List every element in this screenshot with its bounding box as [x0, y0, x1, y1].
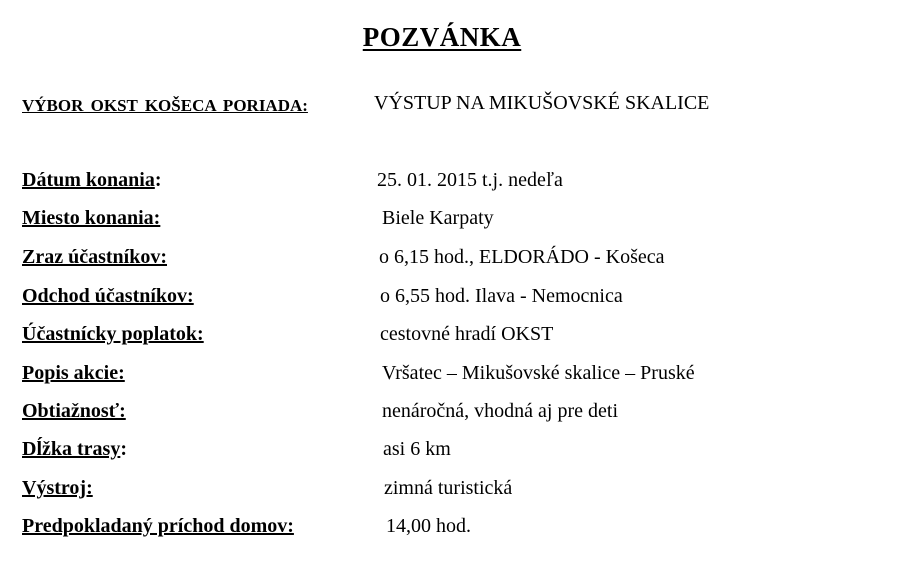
- detail-label-text: Dátum konania: [22, 169, 155, 191]
- detail-label: [22, 400, 126, 423]
- detail-label-text: Obtiažnosť:: [22, 400, 126, 422]
- event-name: VÝSTUP NA MIKUŠOVSKÉ SKALICE: [374, 92, 710, 114]
- detail-row-fee: [0, 323, 918, 353]
- detail-value: Vršatec – Mikušovské skalice – Pruské: [382, 362, 695, 384]
- detail-label: [22, 323, 204, 346]
- detail-value: 25. 01. 2015 t.j. nedeľa: [377, 169, 563, 191]
- organizer-label: VÝBOR OKST KOŠECA PORIADA:: [22, 96, 308, 115]
- detail-label: [22, 477, 93, 500]
- detail-row-date: [0, 169, 918, 199]
- detail-label: [22, 285, 194, 308]
- detail-label-text: Predpokladaný príchod domov:: [22, 515, 294, 537]
- detail-label: [22, 438, 127, 461]
- detail-value: nenáročná, vhodná aj pre deti: [382, 400, 619, 422]
- detail-row-place: [0, 207, 918, 237]
- detail-value: asi 6 km: [383, 438, 451, 460]
- detail-label: [22, 207, 160, 230]
- detail-label-suffix: :: [120, 438, 127, 460]
- detail-row-length: [0, 438, 918, 468]
- detail-label: [22, 246, 167, 269]
- detail-label-text: Zraz účastníkov:: [22, 246, 167, 268]
- document-title: POZVÁNKA: [362, 22, 522, 52]
- detail-value: 14,00 hod.: [386, 515, 471, 537]
- detail-row-return: [0, 515, 918, 545]
- detail-label-text: Účastnícky poplatok:: [22, 323, 204, 345]
- detail-label-text: Popis akcie:: [22, 362, 125, 384]
- detail-value: o 6,55 hod. Ilava - Nemocnica: [380, 285, 623, 307]
- detail-label-text: Výstroj:: [22, 477, 93, 499]
- detail-row-equipment: [0, 477, 918, 507]
- detail-label-suffix: :: [154, 169, 162, 191]
- detail-label-text: Dĺžka trasy: [22, 438, 121, 460]
- detail-row-description: [0, 362, 918, 392]
- detail-label: [22, 169, 161, 192]
- detail-row-departure: [0, 285, 918, 315]
- detail-label: [22, 515, 294, 538]
- detail-value: cestovné hradí OKST: [380, 323, 554, 345]
- detail-row-meeting: [0, 246, 918, 276]
- detail-value: o 6,15 hod., ELDORÁDO - Košeca: [379, 246, 665, 268]
- detail-label: [22, 362, 125, 385]
- detail-row-difficulty: [0, 400, 918, 430]
- detail-label-text: Odchod účastníkov:: [22, 285, 194, 307]
- detail-value: zimná turistická: [384, 477, 513, 499]
- detail-label-text: Miesto konania:: [22, 207, 161, 229]
- detail-value: Biele Karpaty: [382, 207, 494, 229]
